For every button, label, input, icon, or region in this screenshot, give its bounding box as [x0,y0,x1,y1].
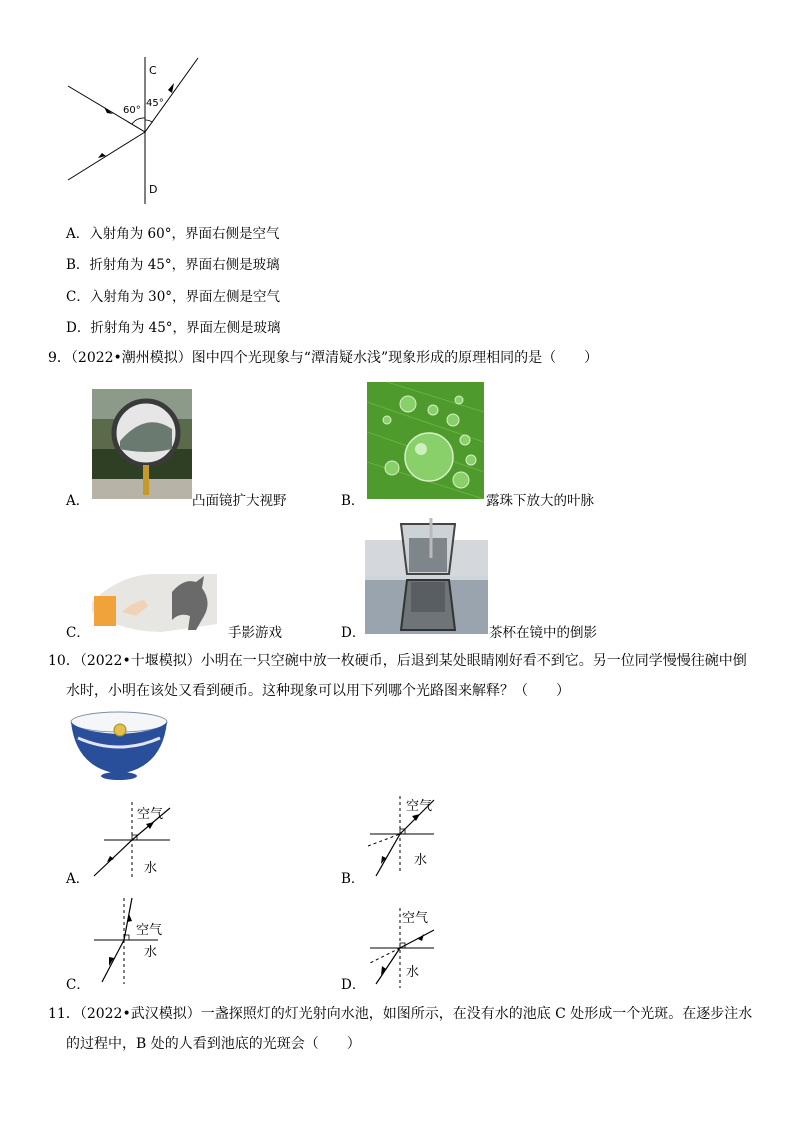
q8-option-a[interactable]: A．入射角为 60°，界面右侧是空气 [66,226,280,242]
air-label: 空气 [406,799,433,814]
label-d: D [149,183,158,196]
ray-arrow-upper-right [168,83,174,93]
ray-lower-left [68,132,145,180]
q8-option-c[interactable]: C．入射角为 30°，界面左侧是空气 [66,289,281,305]
angle-label-45: 45° [146,98,164,109]
light-path-diagram-d [366,908,456,990]
q10-option-c[interactable]: C． [66,977,90,993]
light-path-diagram-a [92,802,182,882]
q9-option-a-letter[interactable]: A． [66,493,90,509]
q10-option-b[interactable]: B． [341,871,365,887]
light-path-diagram-c [92,896,182,986]
q10-stem-line2: 水时，小明在该处又看到硬币。这种现象可以用下列哪个光路图来解释？（ ） [66,683,570,699]
q11-stem-line2: 的过程中，B 处的人看到池底的光斑会（ ） [66,1036,361,1052]
q9-option-d-caption: 茶杯在镜中的倒影 [489,625,597,641]
label-c: C [149,64,157,77]
dewdrop-leaf-photo [367,382,484,499]
light-path-diagram-b [366,796,456,880]
q9-stem: 9．（2022•潮州模拟）图中四个光现象与“潭清疑水浅”现象形成的原理相同的是（ ） [48,350,599,366]
air-label: 空气 [137,807,164,822]
q9-option-b-letter[interactable]: B． [341,493,365,509]
teacup-reflection-photo [365,518,488,634]
q8-option-d[interactable]: D．折射角为 45°，界面左侧是玻璃 [66,320,281,336]
convex-mirror-photo [92,389,192,499]
water-label: 水 [406,965,420,980]
water-label: 水 [414,853,428,868]
refraction-diagram [60,52,210,210]
angle-label-60: 60° [123,105,141,116]
water-label: 水 [144,861,158,876]
q9-option-b-caption: 露珠下放大的叶脉 [486,493,594,509]
q9-option-a-caption: 凸面镜扩大视野 [192,493,287,509]
air-label: 空气 [136,923,163,938]
q8-option-b[interactable]: B．折射角为 45°，界面右侧是玻璃 [66,257,280,273]
q9-option-c-letter[interactable]: C． [66,625,90,641]
hand-shadow-photo [92,572,222,634]
angle-arc-left [132,118,145,124]
ray-arrow-upper-left [104,107,113,114]
q9-option-d-letter[interactable]: D． [341,625,366,641]
q10-option-a[interactable]: A． [66,871,90,887]
q10-stem-line1: 10．（2022•十堰模拟）小明在一只空碗中放一枚硬币，后退到某处眼睛刚好看不到它。另一位同学慢慢往碗中倒 [48,653,747,669]
water-label: 水 [144,945,158,960]
bowl-coin-photo [68,710,170,782]
air-label: 空气 [402,911,429,926]
angle-arc-right [145,120,152,122]
q9-option-c-caption: 手影游戏 [228,625,282,641]
q10-option-d[interactable]: D． [341,977,366,993]
q11-stem-line1: 11．（2022•武汉模拟）一盏探照灯的灯光射向水池，如图所示，在没有水的池底 C 处形成一个光斑。在逐步注水 [48,1006,753,1022]
